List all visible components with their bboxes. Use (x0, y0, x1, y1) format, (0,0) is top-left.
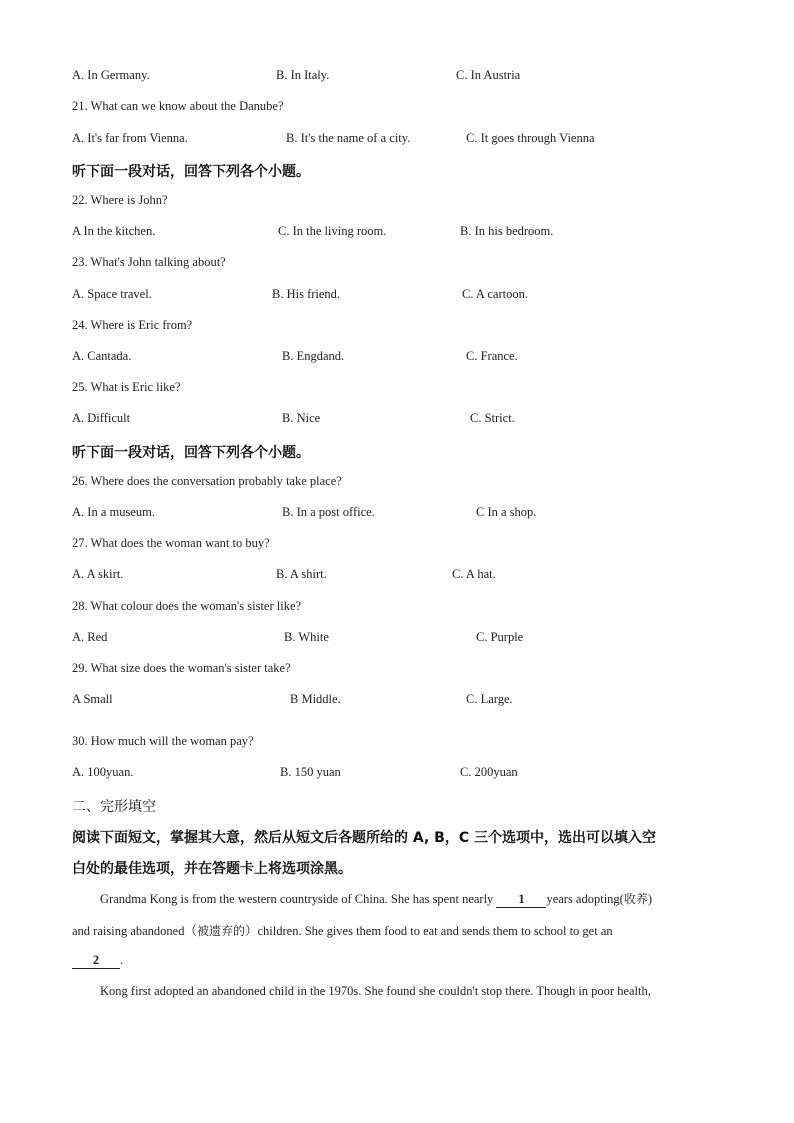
q20-option-a: A. In Germany. (72, 68, 150, 82)
q29-option-a: A Small (72, 692, 113, 706)
q25-stem: 25. What is Eric like? (72, 380, 181, 394)
q22-option-a: A In the kitchen. (72, 224, 156, 238)
q21-stem: 21. What can we know about the Danube? (72, 99, 284, 113)
passage-text: ）children. She gives them food to eat and sends them to school to get an (244, 924, 613, 938)
q20-option-c: C. In Austria (456, 68, 521, 82)
passage-gloss: 收养 (623, 892, 648, 906)
q23-stem: 23. What's John talking about? (72, 255, 226, 269)
q26-stem: 26. Where does the conversation probably take place? (72, 474, 342, 488)
q30-option-b: B. 150 yuan (280, 765, 341, 779)
q24-option-c: C. France. (466, 349, 518, 363)
blank-2: 2 (72, 953, 120, 969)
section-heading-cloze: 二、完形填空 (72, 799, 156, 815)
cloze-instruction-line-1: 阅读下面短文，掌握其大意，然后从短文后各题所给的 A, B，C 三个选项中，选出可以填入空 (72, 830, 656, 846)
q25-option-c: C. Strict. (470, 411, 515, 425)
q21-option-c: C. It goes through Vienna (466, 131, 595, 145)
q24-stem: 24. Where is Eric from? (72, 318, 193, 332)
blank-1: 1 (496, 892, 546, 908)
cloze-instruction-line-2: 白处的最佳选项，并在答题卡上将选项涂黑。 (72, 861, 352, 877)
q25-option-a: A. Difficult (72, 411, 131, 425)
listening-instruction-2: 听下面一段对话，回答下列各个小题。 (72, 445, 310, 461)
q26-option-b: B. In a post office. (282, 505, 375, 519)
q30-option-c: C. 200yuan (460, 765, 518, 779)
q23-option-c: C. A cartoon. (462, 287, 528, 301)
q26-option-c: C In a shop. (476, 505, 537, 519)
passage-text: Grandma Kong is from the western countryside of China. She has spent nearly (100, 892, 497, 906)
q23-option-a: A. Space travel. (72, 287, 152, 301)
q30-option-a: A. 100yuan. (72, 765, 134, 779)
q29-stem: 29. What size does the woman's sister take? (72, 661, 291, 675)
q30-stem: 30. How much will the woman pay? (72, 734, 254, 748)
q27-stem: 27. What does the woman want to buy? (72, 536, 270, 550)
q23-option-b: B. His friend. (272, 287, 341, 301)
q27-option-a: A. A skirt. (72, 567, 124, 581)
q28-option-c: C. Purple (476, 630, 524, 644)
q26-option-a: A. In a museum. (72, 505, 155, 519)
q28-stem: 28. What colour does the woman's sister like? (72, 599, 302, 613)
passage-text: and raising abandoned（ (72, 924, 197, 938)
q24-option-a: A. Cantada. (72, 349, 132, 363)
q22-option-c: B. In his bedroom. (460, 224, 554, 238)
q28-option-a: A. Red (72, 630, 108, 644)
listening-instruction-1: 听下面一段对话，回答下列各个小题。 (72, 164, 310, 180)
passage-text: . (120, 953, 124, 967)
passage-para1-line1 (100, 890, 750, 908)
passage-gloss: 被遗弃的 (196, 924, 245, 938)
q28-option-b: B. White (284, 630, 329, 644)
passage-para1-line2 (72, 921, 722, 939)
q24-option-b: B. Engdand. (282, 349, 345, 363)
q21-option-a: A. It's far from Vienna. (72, 131, 188, 145)
passage-text: years adopting( (546, 892, 624, 906)
passage-para2-line1: Kong first adopted an abandoned child in the 1970s. She found she couldn't stop there. Though in poor health, (100, 984, 651, 998)
q21-option-b: B. It's the name of a city. (286, 131, 411, 145)
passage-para1-line3 (72, 953, 722, 969)
q29-option-b: B Middle. (290, 692, 341, 706)
q25-option-b: B. Nice (282, 411, 321, 425)
q29-option-c: C. Large. (466, 692, 513, 706)
q22-stem: 22. Where is John? (72, 193, 168, 207)
q27-option-c: C. A hat. (452, 567, 496, 581)
passage-text: ) (647, 892, 653, 906)
q22-option-b: C. In the living room. (278, 224, 387, 238)
q20-option-b: B. In Italy. (276, 68, 330, 82)
q27-option-b: B. A shirt. (276, 567, 327, 581)
